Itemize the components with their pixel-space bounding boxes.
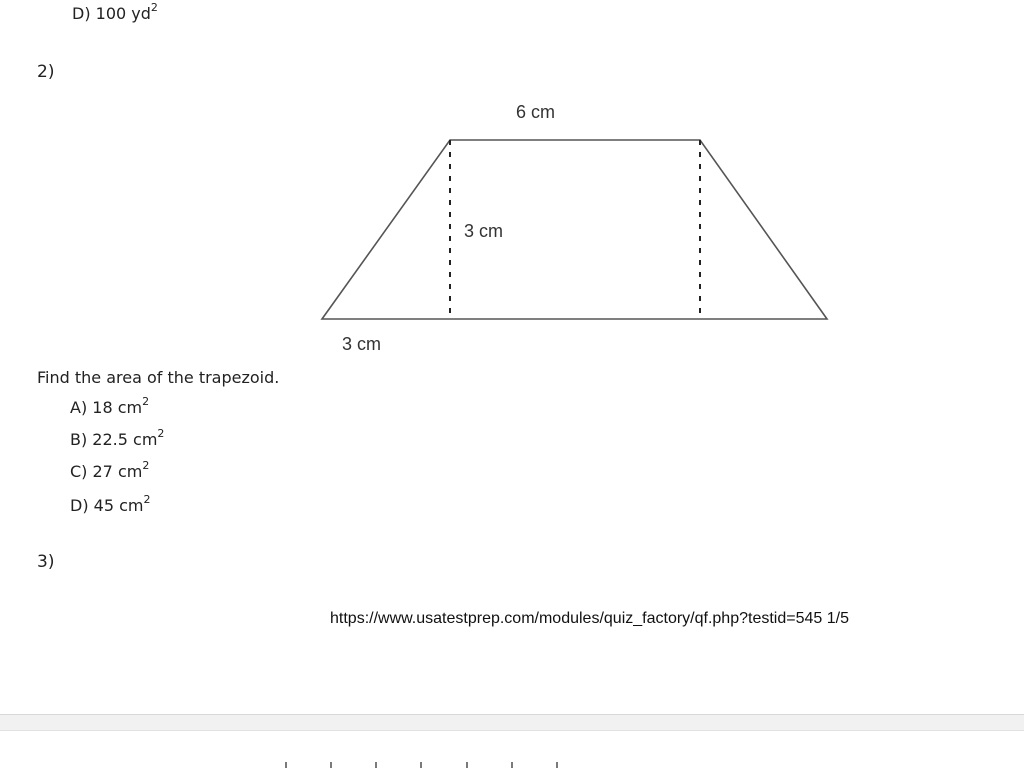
next-page-mark (556, 762, 558, 768)
question-number-3: 3) (37, 552, 55, 572)
exponent: 2 (142, 458, 150, 472)
trapezoid-figure (300, 95, 860, 365)
option-d (70, 492, 151, 516)
previous-option-d (72, 0, 158, 24)
exponent: 2 (142, 394, 150, 408)
footer-url: https://www.usatestprep.com/modules/quiz_factory/qf.php?testid=545 1/5 (330, 610, 849, 627)
top-base-label: 6 cm (516, 102, 556, 122)
exponent: 2 (143, 492, 151, 506)
option-label: D) 100 yd (72, 4, 151, 23)
bottom-left-label: 3 cm (342, 334, 382, 354)
question-prompt: Find the area of the trapezoid. (37, 368, 280, 387)
option-label: A) 18 cm (70, 398, 143, 417)
next-page-mark (466, 762, 468, 768)
option-label: D) 45 cm (70, 496, 144, 515)
next-page-mark (285, 762, 287, 768)
question-number-2: 2) (37, 62, 55, 82)
height-label: 3 cm (464, 221, 504, 241)
exponent: 2 (150, 0, 158, 14)
option-label: B) 22.5 cm (70, 430, 158, 449)
trapezoid-outline (322, 140, 827, 319)
option-c (70, 458, 150, 482)
exponent: 2 (157, 426, 165, 440)
next-page-mark (330, 762, 332, 768)
option-a (70, 394, 150, 418)
option-label: C) 27 cm (70, 462, 143, 481)
option-b (70, 426, 165, 450)
next-page-mark (511, 762, 513, 768)
next-page-mark (420, 762, 422, 768)
next-page-mark (375, 762, 377, 768)
